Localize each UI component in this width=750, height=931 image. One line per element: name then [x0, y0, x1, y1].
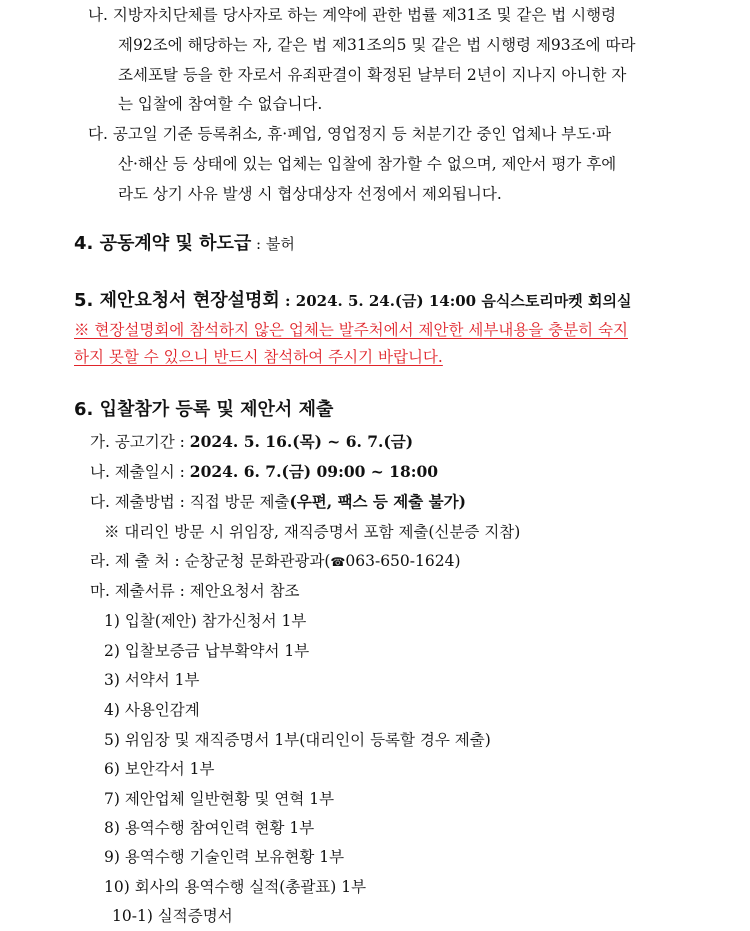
document-item: 2) 입찰보증금 납부확약서 1부 — [104, 642, 310, 660]
item-da-line-3: 라도 상기 사유 발생 시 협상대상자 선정에서 제외됩니다. — [118, 185, 502, 203]
document-item: 1) 입찰(제안) 참가신청서 1부 — [104, 612, 307, 630]
document-item: 9) 용역수행 기술인력 보유현황 1부 — [104, 848, 345, 866]
item-na-line-3: 조세포탈 등을 한 자로서 유죄판결이 확정된 날부터 2년이 지나지 아니한 자 — [118, 66, 627, 84]
document-item: 5) 위임장 및 재직증명서 1부(대리인이 등록할 경우 제출) — [104, 731, 491, 749]
document-item: 7) 제안업체 일반현황 및 연혁 1부 — [104, 790, 335, 808]
section-5-notice-line-1: ※ 현장설명회에 참석하지 않은 업체는 발주처에서 제안한 세부내용을 충분히 숙지 — [74, 321, 628, 339]
submission-documents-heading: 마. 제출서류 : 제안요청서 참조 — [90, 582, 300, 600]
document-item: 8) 용역수행 참여인력 현황 1부 — [104, 819, 315, 837]
submission-datetime-value: 2024. 6. 7.(금) 09:00 ~ 18:00 — [189, 462, 439, 481]
submission-place — [90, 551, 461, 572]
announcement-period-label: 가. 공고기간 : — [90, 433, 190, 451]
document-sub-item: 10-1) 실적증명서 — [112, 907, 233, 925]
submission-method-label: 다. 제출방법 : 직접 방문 제출 — [90, 493, 290, 511]
section-6-heading — [74, 400, 333, 420]
item-na-line-2: 제92조에 해당하는 자, 같은 법 제31조의5 및 같은 법 시행령 제93조에 따라 — [118, 36, 636, 54]
proxy-visit-note: ※ 대리인 방문 시 위임장, 재직증명서 포함 제출(신분증 지참) — [104, 523, 521, 541]
item-na-line-1: 나. 지방자치단체를 당사자로 하는 계약에 관한 법률 제31조 및 같은 법 시행령 — [88, 6, 617, 24]
document-item: 4) 사용인감계 — [104, 701, 200, 719]
submission-datetime-label: 나. 제출일시 : — [90, 463, 190, 481]
item-na-line-4: 는 입찰에 참여할 수 없습니다. — [118, 95, 323, 113]
submission-place-phone: 063-650-1624) — [345, 552, 461, 570]
section-4-title: 4. 공동계약 및 하도급 — [74, 233, 252, 254]
item-da-line-1: 다. 공고일 기준 등록취소, 휴·폐업, 영업정지 등 처분기간 중인 업체나 부도·파 — [88, 125, 612, 143]
section-5-detail: : 2024. 5. 24.(금) 14:00 음식스토리마켓 회의실 — [279, 292, 632, 310]
section-5-heading — [74, 291, 631, 311]
document-item: 10) 회사의 용역수행 실적(총괄표) 1부 — [104, 878, 367, 896]
section-5-title: 5. 제안요청서 현장설명회 — [74, 290, 280, 311]
submission-datetime — [90, 462, 438, 482]
section-5-notice-line-2: 하지 못할 수 있으니 반드시 참석하여 주시기 바랍니다. — [74, 348, 443, 366]
section-6-title: 6. 입찰참가 등록 및 제안서 제출 — [74, 399, 334, 420]
phone-icon: ☎ — [330, 555, 346, 569]
announcement-period-value: 2024. 5. 16.(목) ~ 6. 7.(금) — [189, 432, 414, 451]
document-item: 6) 보안각서 1부 — [104, 760, 215, 778]
section-4-detail: : 불허 — [251, 235, 295, 253]
document-item: 3) 서약서 1부 — [104, 671, 200, 689]
submission-method — [90, 492, 466, 512]
announcement-period — [90, 432, 413, 452]
section-4-heading — [74, 234, 295, 254]
item-da-line-2: 산·해산 등 상태에 있는 업체는 입찰에 참가할 수 없으며, 제안서 평가 후에 — [118, 155, 617, 173]
submission-place-label: 라. 제 출 처 : 순창군청 문화관광과( — [90, 552, 331, 570]
submission-method-restriction: (우편, 팩스 등 제출 불가) — [289, 492, 466, 511]
